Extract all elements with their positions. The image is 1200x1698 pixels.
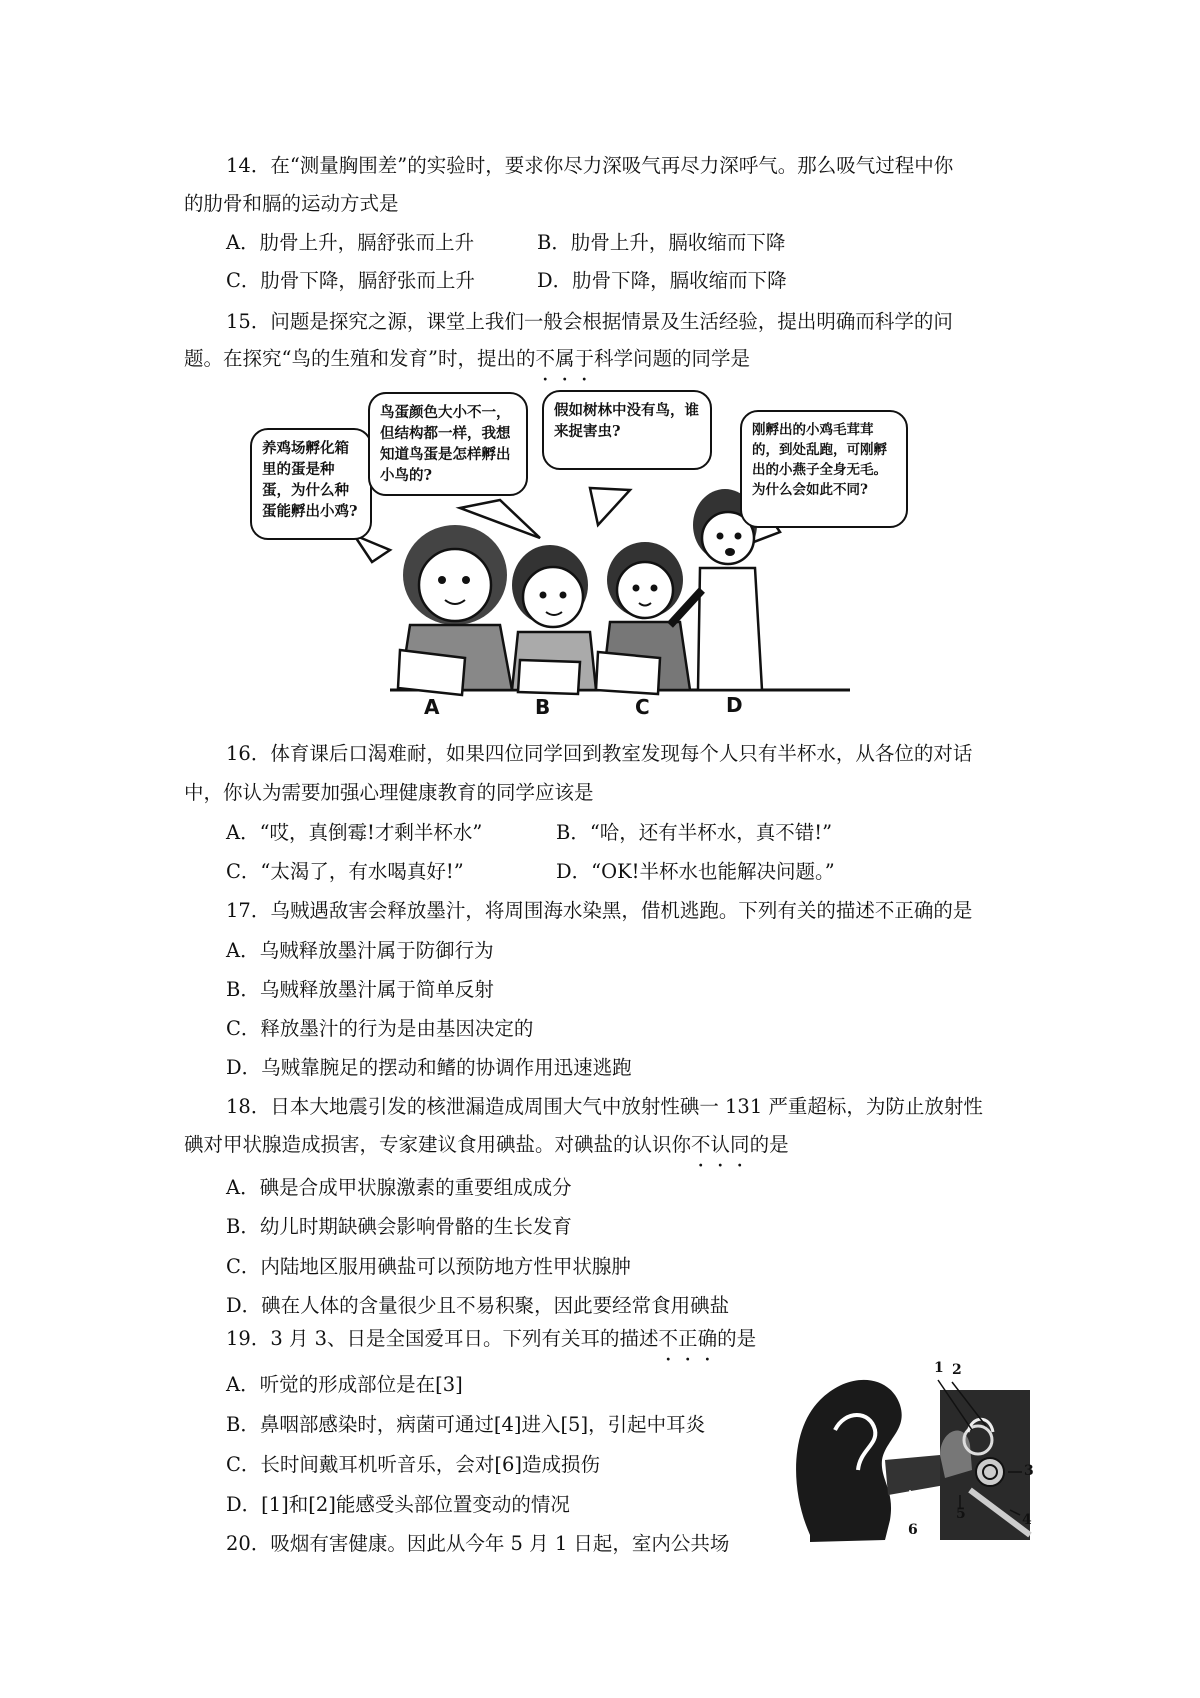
ear-label-5: 5	[956, 1506, 966, 1522]
q16-option-d: D．“OK!半杯水也能解决问题。”	[556, 860, 835, 883]
ear-label-2: 2	[952, 1362, 962, 1378]
label-d: D	[726, 693, 743, 717]
q14-stem-line1: 14．在“测量胸围差”的实验时，要求你尽力深吸气再尽力深呼气。那么吸气过程中你	[226, 154, 954, 177]
ear-label-3: 3	[1024, 1463, 1034, 1479]
label-c: C	[635, 695, 650, 719]
emphasis-char: 同	[730, 1133, 750, 1156]
q18-option-a: A．碘是合成甲状腺激素的重要组成成分	[226, 1176, 572, 1199]
q15-stem-line1: 15．问题是探究之源，课堂上我们一般会根据情景及生活经验，提出明确而科学的问	[226, 310, 953, 333]
q18-option-d: D．碘在人体的含量很少且不易积聚，因此要经常食用碘盐	[226, 1294, 730, 1317]
q19-option-a: A．听觉的形成部位是在[3]	[226, 1373, 463, 1396]
emphasis-char: 确	[697, 1327, 718, 1350]
q19-option-b: B．鼻咽部感染时，病菌可通过[4]进入[5]，引起中耳炎	[226, 1413, 706, 1436]
ear-diagram	[790, 1360, 1040, 1545]
emphasis-char: 属	[554, 347, 575, 370]
q16-option-b: B．“哈，还有半杯水，真不错!”	[556, 821, 833, 844]
label-b: B	[535, 695, 551, 719]
emphasis-char: 于	[574, 347, 594, 370]
q17-option-d: D．乌贼靠腕足的摆动和鳍的协调作用迅速逃跑	[226, 1056, 632, 1079]
bubble-c: 假如树林中没有鸟，谁来捉害虫?	[542, 390, 712, 470]
q15-stem-line2: 题。在探究“鸟的生殖和发育”时，提出的不属于科学问题的同学是	[184, 347, 751, 370]
q18-option-b: B．幼儿时期缺碘会影响骨骼的生长发育	[226, 1215, 572, 1238]
q14-option-c: C．肋骨下降，膈舒张而上升	[226, 269, 475, 292]
student-b-figure	[512, 545, 596, 694]
q16-stem-line1: 16．体育课后口渴难耐，如果四位同学回到教室发现每个人只有半杯水，从各位的对话	[226, 742, 973, 765]
q19-option-c: C．长时间戴耳机听音乐，会对[6]造成损伤	[226, 1453, 601, 1476]
q16-option-a: A．“哎，真倒霉!才剩半杯水”	[226, 821, 483, 844]
q17-option-a: A．乌贼释放墨汁属于防御行为	[226, 939, 494, 962]
q17-stem: 17．乌贼遇敌害会释放墨汁，将周围海水染黑，借机逃跑。下列有关的描述不正确的是	[226, 899, 973, 922]
q18-stem-line1: 18．日本大地震引发的核泄漏造成周围大气中放射性碘一 131 严重超标，为防止放射性	[226, 1095, 983, 1118]
q14-option-a: A．肋骨上升，膈舒张而上升	[226, 231, 475, 254]
q15-figure	[250, 390, 950, 720]
q19-stem: 19．3 月 3、日是全国爱耳日。下列有关耳的描述不正确的是	[226, 1327, 757, 1350]
q17-option-c: C．释放墨汁的行为是由基因决定的	[226, 1017, 534, 1040]
q18-stem-line2: 碘对甲状腺造成损害，专家建议食用碘盐。对碘盐的认识你不认同的是	[184, 1133, 789, 1156]
q19-option-d: D．[1]和[2]能感受头部位置变动的情况	[226, 1493, 570, 1516]
q20-stem: 20．吸烟有害健康。因此从今年 5 月 1 日起，室内公共场	[226, 1532, 730, 1555]
emphasis-char: 认	[710, 1133, 731, 1156]
bubble-b: 鸟蛋颜色大小不一，但结构都一样，我想知道鸟蛋是怎样孵出小鸟的?	[368, 392, 528, 496]
ear-illustration	[790, 1360, 1040, 1545]
q14-option-b: B．肋骨上升，膈收缩而下降	[537, 231, 786, 254]
q14-option-d: D．肋骨下降，膈收缩而下降	[537, 269, 787, 292]
student-a-figure	[398, 525, 512, 695]
emphasis-char: 不	[691, 1133, 711, 1156]
ear-label-4: 4	[1022, 1512, 1032, 1528]
q16-option-c: C．“太渴了，有水喝真好!”	[226, 860, 464, 883]
q16-stem-line2: 中，你认为需要加强心理健康教育的同学应该是	[184, 781, 594, 804]
q18-option-c: C．内陆地区服用碘盐可以预防地方性甲状腺肿	[226, 1255, 631, 1278]
emphasis-char: 不	[658, 1327, 679, 1350]
label-a: A	[424, 695, 440, 719]
q14-stem-line2: 的肋骨和膈的运动方式是	[184, 192, 399, 215]
q17-option-b: B．乌贼释放墨汁属于简单反射	[226, 978, 494, 1001]
ear-label-1: 1	[934, 1360, 944, 1376]
emphasis-char: 不	[535, 347, 555, 370]
emphasis-char: 正	[678, 1327, 698, 1350]
ear-label-6: 6	[908, 1522, 918, 1538]
bubble-a: 养鸡场孵化箱里的蛋是种蛋，为什么种蛋能孵出小鸡?	[250, 428, 372, 540]
bubble-d: 刚孵出的小鸡毛茸茸的，到处乱跑，可刚孵出的小燕子全身无毛。为什么会如此不同?	[740, 410, 908, 528]
